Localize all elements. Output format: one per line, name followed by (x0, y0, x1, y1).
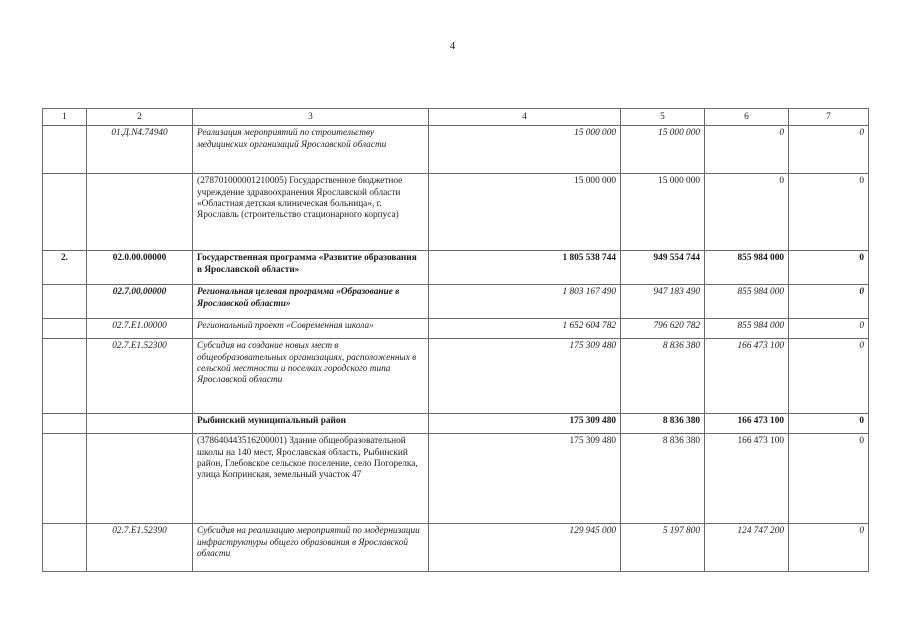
amount-col7: 0 (789, 339, 869, 414)
table-row (43, 434, 869, 524)
budget-code: 02.7.E1.52390 (87, 524, 193, 572)
amount-col5: 796 620 782 (621, 319, 705, 339)
item-name: (378640443516200001) Здание общеобразовательной школы на 140 мест, Ярославская область, Рыбинский район, Глебовское сельское поселение, село Погорелка, улица Копринская, земельный участок 47 (193, 434, 429, 524)
column-header: 7 (789, 109, 869, 126)
item-name: Субсидия на реализацию мероприятий по модернизации инфраструктуры общего образования в Ярославской области (193, 524, 429, 572)
amount-col4: 175 309 480 (429, 414, 621, 434)
row-number (43, 126, 87, 174)
table-row (43, 339, 869, 414)
amount-col4: 1 805 538 744 (429, 251, 621, 285)
amount-col5: 8 836 380 (621, 339, 705, 414)
row-number (43, 524, 87, 572)
amount-col5: 5 197 800 (621, 524, 705, 572)
row-number (43, 319, 87, 339)
item-name: Реализация мероприятий по строительству медицинских организаций Ярославской области (193, 126, 429, 174)
item-name: Государственная программа «Развитие образования в Ярославской области» (193, 251, 429, 285)
amount-col4: 1 652 604 782 (429, 319, 621, 339)
row-number (43, 339, 87, 414)
column-header: 1 (43, 109, 87, 126)
item-name: Региональная целевая программа «Образование в Ярославской области» (193, 285, 429, 319)
amount-col5: 947 183 490 (621, 285, 705, 319)
amount-col7: 0 (789, 251, 869, 285)
table-header-row (43, 109, 869, 126)
amount-col7: 0 (789, 285, 869, 319)
page-number: 4 (449, 40, 456, 52)
amount-col7: 0 (789, 414, 869, 434)
amount-col4: 1 803 167 490 (429, 285, 621, 319)
amount-col6: 166 473 100 (705, 339, 789, 414)
amount-col5: 15 000 000 (621, 126, 705, 174)
item-name: (278701000001210005) Государственное бюджетное учреждение здравоохранения Ярославской области «Областная детская клиническая больница», г. Ярославль (строительство стационарного корпуса) (193, 174, 429, 251)
amount-col5: 15 000 000 (621, 174, 705, 251)
table-row (43, 319, 869, 339)
amount-col7: 0 (789, 126, 869, 174)
table-row (43, 126, 869, 174)
budget-code (87, 174, 193, 251)
amount-col6: 166 473 100 (705, 434, 789, 524)
amount-col4: 175 309 480 (429, 434, 621, 524)
table-row (43, 174, 869, 251)
item-name: Субсидия на создание новых мест в общеобразовательных организациях, расположенных в сельской местности и поселках городского типа Ярославской области (193, 339, 429, 414)
table-row (43, 285, 869, 319)
budget-code (87, 414, 193, 434)
row-number (43, 174, 87, 251)
table-row (43, 414, 869, 434)
amount-col5: 949 554 744 (621, 251, 705, 285)
table-row (43, 251, 869, 285)
amount-col5: 8 836 380 (621, 414, 705, 434)
amount-col6: 855 984 000 (705, 285, 789, 319)
amount-col4: 175 309 480 (429, 339, 621, 414)
budget-code: 02.7.E1.52300 (87, 339, 193, 414)
amount-col6: 855 984 000 (705, 319, 789, 339)
budget-table (42, 108, 869, 572)
amount-col5: 8 836 380 (621, 434, 705, 524)
amount-col6: 0 (705, 126, 789, 174)
row-number (43, 285, 87, 319)
amount-col7: 0 (789, 319, 869, 339)
row-number: 2. (43, 251, 87, 285)
item-name: Региональный проект «Современная школа» (193, 319, 429, 339)
amount-col7: 0 (789, 434, 869, 524)
column-header: 2 (87, 109, 193, 126)
column-header: 6 (705, 109, 789, 126)
amount-col6: 166 473 100 (705, 414, 789, 434)
budget-code (87, 434, 193, 524)
amount-col4: 129 945 000 (429, 524, 621, 572)
amount-col4: 15 000 000 (429, 126, 621, 174)
row-number (43, 414, 87, 434)
row-number (43, 434, 87, 524)
amount-col7: 0 (789, 524, 869, 572)
budget-code: 02.7.00.00000 (87, 285, 193, 319)
column-header: 3 (193, 109, 429, 126)
item-name: Рыбинский муниципальный район (193, 414, 429, 434)
column-header: 4 (429, 109, 621, 126)
column-header: 5 (621, 109, 705, 126)
amount-col6: 0 (705, 174, 789, 251)
amount-col7: 0 (789, 174, 869, 251)
table-row (43, 524, 869, 572)
budget-code: 02.0.00.00000 (87, 251, 193, 285)
amount-col6: 124 747 200 (705, 524, 789, 572)
budget-code: 02.7.E1.00000 (87, 319, 193, 339)
budget-code: 01.Д.N4.74940 (87, 126, 193, 174)
amount-col4: 15 000 000 (429, 174, 621, 251)
amount-col6: 855 984 000 (705, 251, 789, 285)
